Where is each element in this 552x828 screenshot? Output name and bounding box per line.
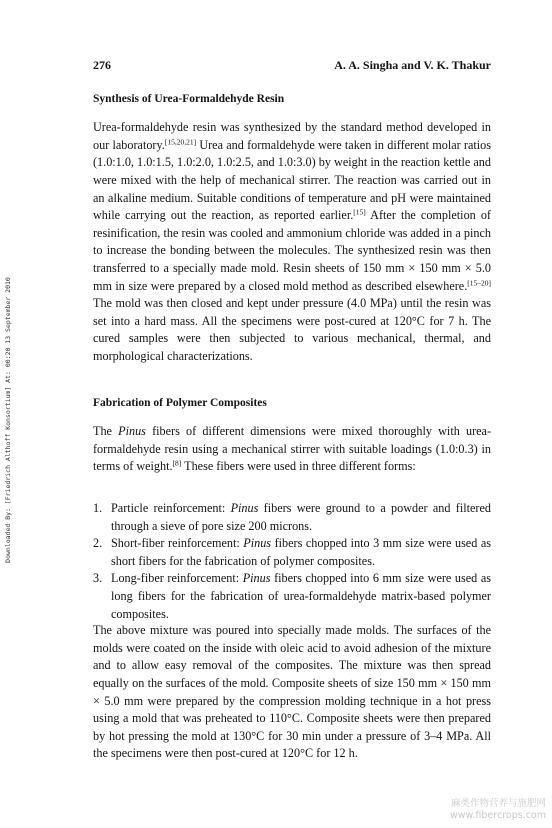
paragraph-text: These fibers were used in three different forms: bbox=[181, 459, 416, 474]
section-heading-synthesis: Synthesis of Urea-Formaldehyde Resin bbox=[93, 93, 285, 105]
citation: [15–20] bbox=[467, 278, 491, 288]
paragraph-synthesis bbox=[93, 119, 491, 365]
paragraph-fabrication-intro bbox=[93, 423, 491, 476]
list-number: 3. bbox=[93, 571, 103, 586]
species-name: Pinus bbox=[242, 571, 271, 586]
paragraph-text: fibers of different dimensions were mixed thoroughly with urea-formaldehyde resin using a mechanical stirrer with suitable loadings (1.0:0.3) in terms of weight. bbox=[93, 424, 492, 474]
citation: [15] bbox=[353, 207, 366, 217]
paragraph-text: Urea-formaldehyde resin was synthesized by the standard method developed in our laboratory. bbox=[93, 120, 491, 152]
reinforcement-list bbox=[93, 500, 491, 623]
paragraph-text: After the completion of resinification, the resin was cooled and ammonium chloride was added in a pinch to increase the bonding between the molecules. The synthesized resin was then transferred to a specially made mold. Resin sheets of 150 mm × 150 mm × 5.0 mm in size were prepared by a closed mold method as described elsewhere. bbox=[93, 208, 491, 293]
section-heading-fabrication: Fabrication of Polymer Composites bbox=[93, 397, 267, 409]
download-stamp-text: Downloaded By: [Friedrich Althoff Konsortium] At: 00:20 13 September 2010 bbox=[4, 277, 12, 563]
paragraph-fabrication-process: The above mixture was poured into specially made molds. The surfaces of the molds were coated on the inside with oleic acid to avoid adhesion of the mixture and to allow easy removal of the composites. The mixture was then spread equally on the surfaces of the mold. Composite sheets of size 150 mm × 150 mm × 5.0 mm were prepared by the compression molding technique in a hot press using a mold that was preheated to 110°C. Composite sheets were then prepared by hot pressing the mold at 130°C for 30 min under a pressure of 3–4 MPa. All the specimens were then post-cured at 120°C for 12 h. bbox=[93, 623, 491, 761]
list-text: fibers were ground to a powder and filtered through a sieve of pore size 200 microns. bbox=[111, 501, 491, 533]
citation: [8] bbox=[172, 458, 182, 468]
list-number: 2. bbox=[93, 536, 103, 551]
list-text: fibers chopped into 3 mm size were used as short fibers for the fabrication of polymer composites. bbox=[111, 536, 491, 568]
watermark-title: 麻类作物营养与施肥网 bbox=[450, 798, 546, 809]
list-number: 1. bbox=[93, 501, 103, 515]
list-item bbox=[93, 535, 491, 570]
citation: [15,20,21] bbox=[164, 137, 197, 147]
species-name: Pinus bbox=[243, 536, 272, 551]
running-header bbox=[93, 58, 491, 74]
species-name: Pinus bbox=[118, 424, 146, 439]
paragraph-text: The mold was then closed and kept under pressure (4.0 MPa) until the resin was set into a hard mass. All the specimens were post-cured at 120°C for 7 h. The cured samples were then subjected to various mechanical, thermal, and morphological characterizations. bbox=[93, 296, 491, 363]
list-lead: Short-fiber reinforcement: bbox=[111, 536, 244, 551]
site-watermark bbox=[450, 798, 546, 822]
list-text: fibers chopped into 6 mm size were used as long fibers for the fabrication of urea-formaldehyde matrix-based polymer composites. bbox=[111, 571, 491, 621]
list-item bbox=[93, 570, 491, 623]
list-lead: Particle reinforcement: bbox=[111, 501, 231, 515]
paragraph-text: The bbox=[93, 424, 119, 439]
page-number: 276 bbox=[93, 58, 111, 72]
running-head-authors: A. A. Singha and V. K. Thakur bbox=[334, 58, 491, 72]
list-lead: Long-fiber reinforcement: bbox=[111, 571, 243, 586]
list-item bbox=[93, 500, 491, 535]
species-name: Pinus bbox=[230, 501, 259, 515]
paragraph-text: Urea and formaldehyde were taken in different molar ratios (1.0:1.0, 1.0:1.5, 1.0:2.0, 1.0:2.5, and 1.0:3.0) by weight in the reaction kettle and were mixed with the help of mechanical stirrer. The reaction was carried out in an alkaline medium. Suitable conditions of temperature and pH were maintained while carrying out the reaction, as reported earlier. bbox=[93, 137, 491, 223]
watermark-url: www.fibercrops.com bbox=[449, 810, 546, 821]
download-stamp bbox=[2, 240, 14, 600]
